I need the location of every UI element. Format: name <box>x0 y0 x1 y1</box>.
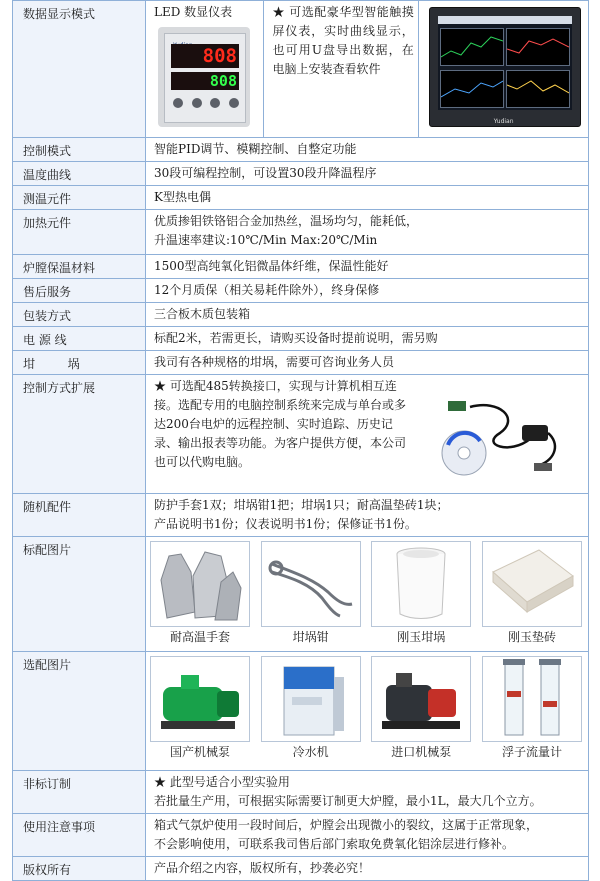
caption-flowmeter: 浮子流量计 <box>501 745 562 759</box>
touchscreen-brand: Yudian <box>493 118 514 125</box>
value-crucible: 我司有各种规格的坩埚，需要可咨询业务人员 <box>146 351 589 375</box>
tongs-image <box>262 542 360 626</box>
label-heater: 加热元件 <box>13 210 146 255</box>
label-notes: 使用注意事项 <box>13 814 146 857</box>
standard-pic-brick <box>482 541 582 647</box>
label-standard-pics: 标配图片 <box>13 537 146 652</box>
label-expansion: 控制方式扩展 <box>13 375 146 494</box>
caption-brick: 刚玉垫砖 <box>507 630 556 644</box>
value-notes-line2: 不会影响使用，可联系我司售后部门索取免费氧化铝涂层进行修补。 <box>154 837 515 851</box>
row-packing <box>13 303 589 327</box>
row-insulation <box>13 255 589 279</box>
value-copyright: 产品介绍之内容，版权所有，抄袭必究！ <box>146 857 589 881</box>
led-sv-display: 808 <box>171 72 239 90</box>
touchscreen-cell <box>419 1 588 137</box>
row-copyright <box>13 857 589 881</box>
row-temp-curve <box>13 162 589 186</box>
row-accessories <box>13 494 589 537</box>
optional-pic-chiller <box>261 656 361 762</box>
row-expansion <box>13 375 589 494</box>
label-power: 电 源 线 <box>13 327 146 351</box>
optional-pic-flowmeter <box>482 656 582 762</box>
value-packing: 三合板木质包装箱 <box>146 303 589 327</box>
caption-tongs: 坩埚钳 <box>292 630 329 644</box>
row-custom <box>13 771 589 814</box>
standard-pic-crucible <box>371 541 471 647</box>
led-pv-display: 808 <box>171 44 239 68</box>
touchscreen-option-text: ★ 可选配豪华型智能触摸屏仪表，实时曲线显示，也可用U盘导出数据，在电脑上安装查看软件 <box>264 1 418 137</box>
value-accessories-line2: 产品说明书1份；仪表说明书1份；保修证书1份。 <box>154 517 417 531</box>
controller-buttons <box>173 98 239 112</box>
row-service <box>13 279 589 303</box>
value-heater-line2: 升温速率建议:10℃/Min Max:20℃/Min <box>154 233 378 247</box>
row-power <box>13 327 589 351</box>
row-notes <box>13 814 589 857</box>
row-crucible <box>13 351 589 375</box>
label-copyright: 版权所有 <box>13 857 146 881</box>
led-controller-image <box>158 27 250 127</box>
value-service: 12个月质保（相关易耗件除外），终身保修 <box>146 279 589 303</box>
label-packing: 包装方式 <box>13 303 146 327</box>
label-control-mode: 控制模式 <box>13 138 146 162</box>
value-heater-line1: 优质掺钼铁铬铝合金加热丝，温场均匀，能耗低， <box>154 214 419 228</box>
touchscreen-image <box>429 7 581 127</box>
rs485-converter-image <box>430 389 572 487</box>
controller-cell <box>146 1 264 137</box>
value-power: 标配2米，若需更长，请购买设备时提前说明，需另购 <box>146 327 589 351</box>
caption-gloves: 耐高温手套 <box>169 630 230 644</box>
label-insulation: 炉膛保温材料 <box>13 255 146 279</box>
label-crucible: 坩 埚 <box>13 351 146 375</box>
caption-imported-pump: 进口机械泵 <box>391 745 452 759</box>
optional-pics-gallery <box>146 652 588 762</box>
label-temp-curve: 温度曲线 <box>13 162 146 186</box>
value-notes-line1: 箱式气氛炉使用一段时间后，炉膛会出现微小的裂纹，这属于正常现象， <box>154 818 539 832</box>
row-standard-pics <box>13 537 589 652</box>
caption-domestic-pump: 国产机械泵 <box>169 745 230 759</box>
imported-pump-image <box>372 657 470 741</box>
gloves-image <box>151 542 249 626</box>
crucible-image <box>372 542 470 626</box>
row-heater <box>13 210 589 255</box>
row-control-mode <box>13 138 589 162</box>
value-insulation: 1500型高纯氧化铝微晶体纤维，保温性能好 <box>146 255 589 279</box>
value-custom-line1: ★ 此型号适合小型实验用 <box>154 775 290 789</box>
standard-pic-gloves <box>150 541 250 647</box>
caption-crucible: 刚玉坩埚 <box>397 630 446 644</box>
value-sensor: K型热电偶 <box>146 186 589 210</box>
spec-table <box>12 0 589 881</box>
flowmeter-image <box>483 657 581 741</box>
label-display-mode: 数据显示模式 <box>13 1 146 138</box>
label-optional-pics: 选配图片 <box>13 652 146 771</box>
value-temp-curve: 30段可编程控制，可设置30段升降温程序 <box>146 162 589 186</box>
optional-pic-domestic-pump <box>150 656 250 762</box>
optional-pic-imported-pump <box>371 656 471 762</box>
label-accessories: 随机配件 <box>13 494 146 537</box>
row-sensor <box>13 186 589 210</box>
brick-image <box>483 542 581 626</box>
label-custom: 非标订制 <box>13 771 146 814</box>
value-control-mode: 智能PID调节、模糊控制、自整定功能 <box>146 138 589 162</box>
value-custom-line2: 若批量生产用，可根据实际需要订制更大炉膛，最小1L，最大几个立方。 <box>154 794 542 808</box>
controller-name: LED 数显仪表 <box>154 5 233 19</box>
caption-chiller: 冷水机 <box>292 745 329 759</box>
row-optional-pics <box>13 652 589 771</box>
label-service: 售后服务 <box>13 279 146 303</box>
standard-pics-gallery <box>146 537 588 647</box>
chiller-image <box>262 657 360 741</box>
value-accessories-line1: 防护手套1双；坩埚钳1把；坩埚1只；耐高温垫砖1块； <box>154 498 449 512</box>
label-sensor: 测温元件 <box>13 186 146 210</box>
standard-pic-tongs <box>261 541 361 647</box>
domestic-pump-image <box>151 657 249 741</box>
value-expansion: ★ 可选配485转换接口，实现与计算机相互连接。选配专用的电脑控制系统来完成与单台或多达200台电炉的远程控制、实时追踪、历史记录、输出报表等功能。为客户提供方便，本公司也可以代购电脑。 <box>154 379 407 469</box>
row-display-mode <box>13 1 589 138</box>
